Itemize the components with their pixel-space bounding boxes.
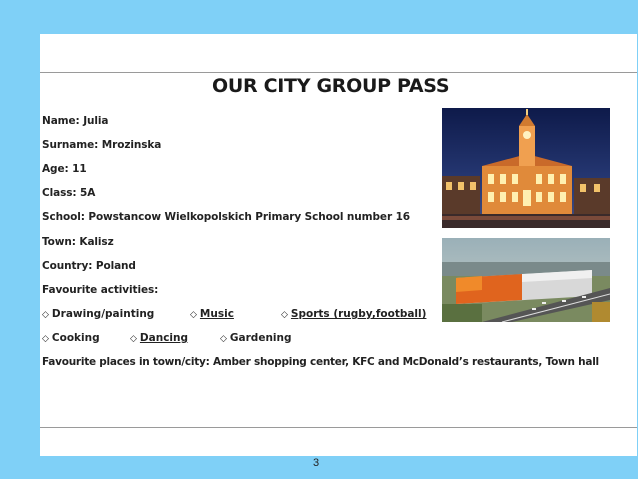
activity-item: ◇ Gardening [220,332,292,344]
town-field: Town: Kalisz [42,236,114,248]
school-field: School: Powstancow Wielkopolskich Primary School number 16 [42,211,411,223]
town-hall-illustration [442,108,610,228]
age-field: Age: 11 [42,163,87,175]
page-number: 3 [313,457,320,469]
favourite-places-field: Favourite places in town/city: Amber shopping center, KFC and McDonald’s restaurants, Town hall [42,356,599,368]
diamond-bullet-icon: ◇ [42,310,49,320]
activity-item[interactable]: ◇ Dancing [130,332,189,344]
city-pass-card [40,72,637,428]
shopping-center-photo [442,238,610,322]
activity-item: ◇ Drawing/painting [42,308,155,320]
activities-heading: Favourite activities: [42,284,159,296]
town-hall-photo [442,108,610,228]
class-field: Class: 5A [42,187,96,199]
name-field: Name: Julia [42,115,109,127]
surname-field: Surname: Mrozinska [42,139,162,151]
activity-item[interactable]: ◇ Music [190,308,234,320]
diamond-bullet-icon: ◇ [281,310,288,320]
activity-item: ◇ Cooking [42,332,100,344]
diamond-bullet-icon: ◇ [42,334,49,344]
activity-item[interactable]: ◇ Sports (rugby,football) [281,308,427,320]
slide [40,34,637,469]
diamond-bullet-icon: ◇ [190,310,197,320]
diamond-bullet-icon: ◇ [130,334,137,344]
shopping-center-illustration [442,238,610,322]
country-field: Country: Poland [42,260,136,272]
diamond-bullet-icon: ◇ [220,334,227,344]
page-title: OUR CITY GROUP PASS [212,75,450,97]
